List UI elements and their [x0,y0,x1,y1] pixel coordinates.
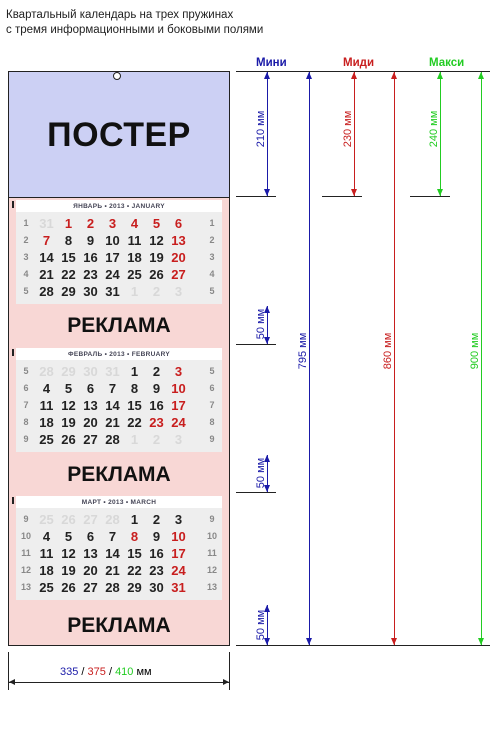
dim-maxi-total-arrow-top [478,72,484,79]
calendar-day: 2 [152,284,161,299]
calendar-day: 1 [64,216,73,231]
month-name: МАРТ • 2013 • MARCH [81,499,157,506]
week-number-left: 7 [23,400,29,410]
calendar-day: 3 [174,432,183,447]
dim-mini-total-arrow-top [306,72,312,79]
calendar-day: 16 [149,546,164,561]
calendar-day: 16 [149,398,164,413]
calendar-day: 1 [130,364,139,379]
calendar-day: 13 [83,546,98,561]
week-number-right: 12 [206,565,217,575]
dim-midi-total-label: 860 мм [382,332,394,370]
calendar-day: 11 [39,546,54,561]
calendar-day: 20 [83,415,98,430]
dim-field-1-label: 50 мм [255,308,267,340]
week-number-right: 6 [209,383,215,393]
calendar-day: 2 [152,432,161,447]
dim-mini-total-arrow-bottom [306,638,312,645]
calendar-day: 30 [149,580,164,595]
dim-midi-total-arrow-top [391,72,397,79]
calendar-day: 24 [171,563,186,578]
width-arrow-left [9,679,15,685]
week-number-left: 9 [23,514,29,524]
ref-line-top [236,71,490,72]
header-mini: Мини [256,57,287,69]
ad-label-3: РЕКЛАМА [67,614,171,637]
month-name: ЯНВАРЬ • 2013 • JANUARY [73,203,165,210]
calendar-day: 19 [61,415,76,430]
calendar-day: 17 [171,546,186,561]
width-dimension-line [9,682,229,683]
calendar-day: 29 [61,284,76,299]
spring-coil [12,497,14,504]
calendar-day: 9 [152,529,161,544]
calendar-day: 31 [105,364,120,379]
calendar-day: 24 [105,267,120,282]
calendar-day: 25 [39,512,54,527]
calendar-day: 22 [127,563,142,578]
calendar-day: 28 [39,284,54,299]
calendar-day: 21 [105,415,120,430]
week-number-left: 12 [20,565,31,575]
week-number-right: 10 [206,531,217,541]
calendar-day: 3 [174,284,183,299]
calendar-day: 19 [149,250,164,265]
calendar-day: 11 [39,398,54,413]
calendar-day: 10 [171,529,186,544]
poster-label: ПОСТЕР [47,116,191,154]
dim-midi-total-arrow-bottom [391,638,397,645]
calendar-day: 1 [130,512,139,527]
calendar-day: 28 [105,580,120,595]
calendar-day: 12 [149,233,164,248]
calendar-day: 27 [171,267,186,282]
calendar-day: 8 [130,381,139,396]
week-number-left: 11 [21,548,31,558]
calendar-day: 31 [39,216,54,231]
calendar-day: 11 [127,233,142,248]
dim-mini-poster-line [267,72,268,196]
width-unit: мм [133,666,152,678]
week-number-left: 3 [23,252,29,262]
calendar-day: 10 [105,233,120,248]
calendar-day: 18 [39,415,54,430]
calendar-day: 30 [83,284,98,299]
calendar-day: 13 [171,233,186,248]
calendar-day: 9 [152,381,161,396]
calendar-day: 12 [61,546,76,561]
week-number-left: 6 [23,383,29,393]
calendar-day: 7 [108,529,117,544]
calendar-day: 4 [42,529,51,544]
calendar-day: 8 [64,233,73,248]
ref-line-mini-poster [236,196,276,197]
calendar-day: 21 [105,563,120,578]
calendar-day: 8 [130,529,139,544]
calendar-day: 29 [61,364,76,379]
calendar-day: 20 [83,563,98,578]
dim-field-2-label: 50 мм [255,457,267,489]
calendar-day: 10 [171,381,186,396]
calendar-day: 22 [61,267,76,282]
week-number-right: 4 [209,269,215,279]
week-number-left: 10 [20,531,31,541]
calendar-day: 15 [61,250,76,265]
dim-maxi-total-label: 900 мм [469,332,481,370]
calendar-day: 15 [127,398,142,413]
calendar-day: 29 [127,580,142,595]
ref-line-midi-poster [322,196,362,197]
week-number-left: 9 [23,434,29,444]
dim-midi-poster-arrow-bottom [351,189,357,196]
dim-mini-total-label: 795 мм [297,332,309,370]
calendar-day: 6 [86,381,95,396]
dim-maxi-poster-arrow-bottom [437,189,443,196]
calendar-day: 3 [108,216,117,231]
calendar-day: 25 [127,267,142,282]
calendar-day: 18 [39,563,54,578]
calendar-day: 3 [174,364,183,379]
week-number-right: 1 [209,218,215,228]
calendar-day: 5 [152,216,161,231]
month-grid [16,348,222,452]
dim-maxi-poster-arrow-top [437,72,443,79]
calendar-day: 26 [61,512,76,527]
width-sep-1: / [78,666,88,678]
calendar-day: 7 [42,233,51,248]
calendar-day: 2 [86,216,95,231]
calendar-day: 27 [83,512,98,527]
width-label [60,666,152,678]
calendar-day: 26 [149,267,164,282]
calendar-day: 28 [105,512,120,527]
header-maxi: Макси [429,57,465,69]
calendar-day: 27 [83,432,98,447]
dim-mini-poster-arrow-top [264,72,270,79]
calendar-day: 2 [152,364,161,379]
calendar-day: 14 [105,546,120,561]
week-number-right: 9 [209,514,215,524]
width-mini: 335 [60,666,79,678]
month-grid [16,200,222,304]
calendar-day: 23 [149,415,164,430]
hanging-hole [113,72,121,80]
week-number-left: 1 [23,218,29,228]
calendar-day: 6 [86,529,95,544]
calendar-day: 1 [130,284,139,299]
calendar-day: 13 [83,398,98,413]
calendar-day: 1 [130,432,139,447]
dim-midi-total-line [394,72,395,645]
week-number-left: 13 [20,582,31,592]
calendar-day: 17 [171,398,186,413]
title-line-1: Квартальный календарь на трех пружинах [6,9,234,21]
dim-mini-poster-label: 210 мм [255,110,267,148]
week-number-right: 3 [209,252,215,262]
week-number-right: 8 [209,417,215,427]
poster-panel [8,71,230,198]
week-number-left: 4 [23,269,29,279]
dim-maxi-poster-label: 240 мм [428,110,440,148]
calendar-day: 31 [105,284,120,299]
calendar-day: 4 [130,216,139,231]
calendar-day: 23 [149,563,164,578]
calendar-day: 28 [105,432,120,447]
dim-midi-poster-arrow-top [351,72,357,79]
week-number-left: 5 [23,286,29,296]
calendar-day: 30 [83,364,98,379]
calendar-day: 12 [61,398,76,413]
spring-coil [12,349,14,356]
dim-maxi-total-line [481,72,482,645]
page-title [6,8,263,38]
calendar-day: 19 [61,563,76,578]
ad-label-2: РЕКЛАМА [67,463,171,486]
calendar-day: 18 [127,250,142,265]
calendar-day: 9 [86,233,95,248]
calendar-day: 7 [108,381,117,396]
calendar-day: 14 [39,250,54,265]
month-name: ФЕВРАЛЬ • 2013 • FEBRUARY [68,351,170,358]
calendar-day: 4 [42,381,51,396]
calendar-day: 24 [171,415,186,430]
header-midi: Миди [343,57,375,69]
week-number-right: 11 [207,548,217,558]
week-number-right: 13 [206,582,217,592]
calendar-day: 25 [39,580,54,595]
calendar-day: 27 [83,580,98,595]
calendar-day: 20 [171,250,186,265]
month-grid [16,496,222,600]
week-number-right: 7 [209,400,215,410]
calendar-day: 31 [171,580,186,595]
calendar-day: 26 [61,580,76,595]
dim-mini-total-line [309,72,310,645]
width-arrow-right [223,679,229,685]
dim-midi-poster-line [354,72,355,196]
calendar-day: 6 [174,216,183,231]
dim-mini-poster-arrow-bottom [264,189,270,196]
ref-line-block1 [236,344,276,345]
spring-coil [12,201,14,208]
calendar-day: 25 [39,432,54,447]
week-number-left: 5 [23,366,29,376]
calendar-day: 17 [105,250,120,265]
ad-label-1: РЕКЛАМА [67,314,171,337]
calendar-day: 28 [39,364,54,379]
dim-midi-poster-label: 230 мм [342,110,354,148]
calendar-day: 22 [127,415,142,430]
width-midi: 375 [87,666,106,678]
week-number-left: 2 [23,235,29,245]
week-number-right: 5 [209,286,215,296]
calendar-day: 21 [39,267,54,282]
title-line-2: с тремя информационными и боковыми полями [6,24,264,36]
calendar-day: 14 [105,398,120,413]
week-number-left: 8 [23,417,29,427]
width-sep-2: / [105,666,116,678]
calendar-day: 5 [64,381,73,396]
week-number-right: 2 [209,235,215,245]
calendar-day: 23 [83,267,98,282]
dim-field-3-label: 50 мм [255,609,267,641]
ref-line-maxi-poster [410,196,450,197]
calendar-day: 15 [127,546,142,561]
ref-line-bottom [236,645,490,646]
dim-maxi-poster-line [440,72,441,196]
calendar-day: 5 [64,529,73,544]
dim-maxi-total-arrow-bottom [478,638,484,645]
week-number-right: 5 [209,366,215,376]
calendar-day: 3 [174,512,183,527]
width-tick-right [229,652,230,690]
width-maxi: 410 [115,666,134,678]
calendar-day: 2 [152,512,161,527]
week-number-right: 9 [209,434,215,444]
calendar-day: 16 [83,250,98,265]
calendar-day: 26 [61,432,76,447]
